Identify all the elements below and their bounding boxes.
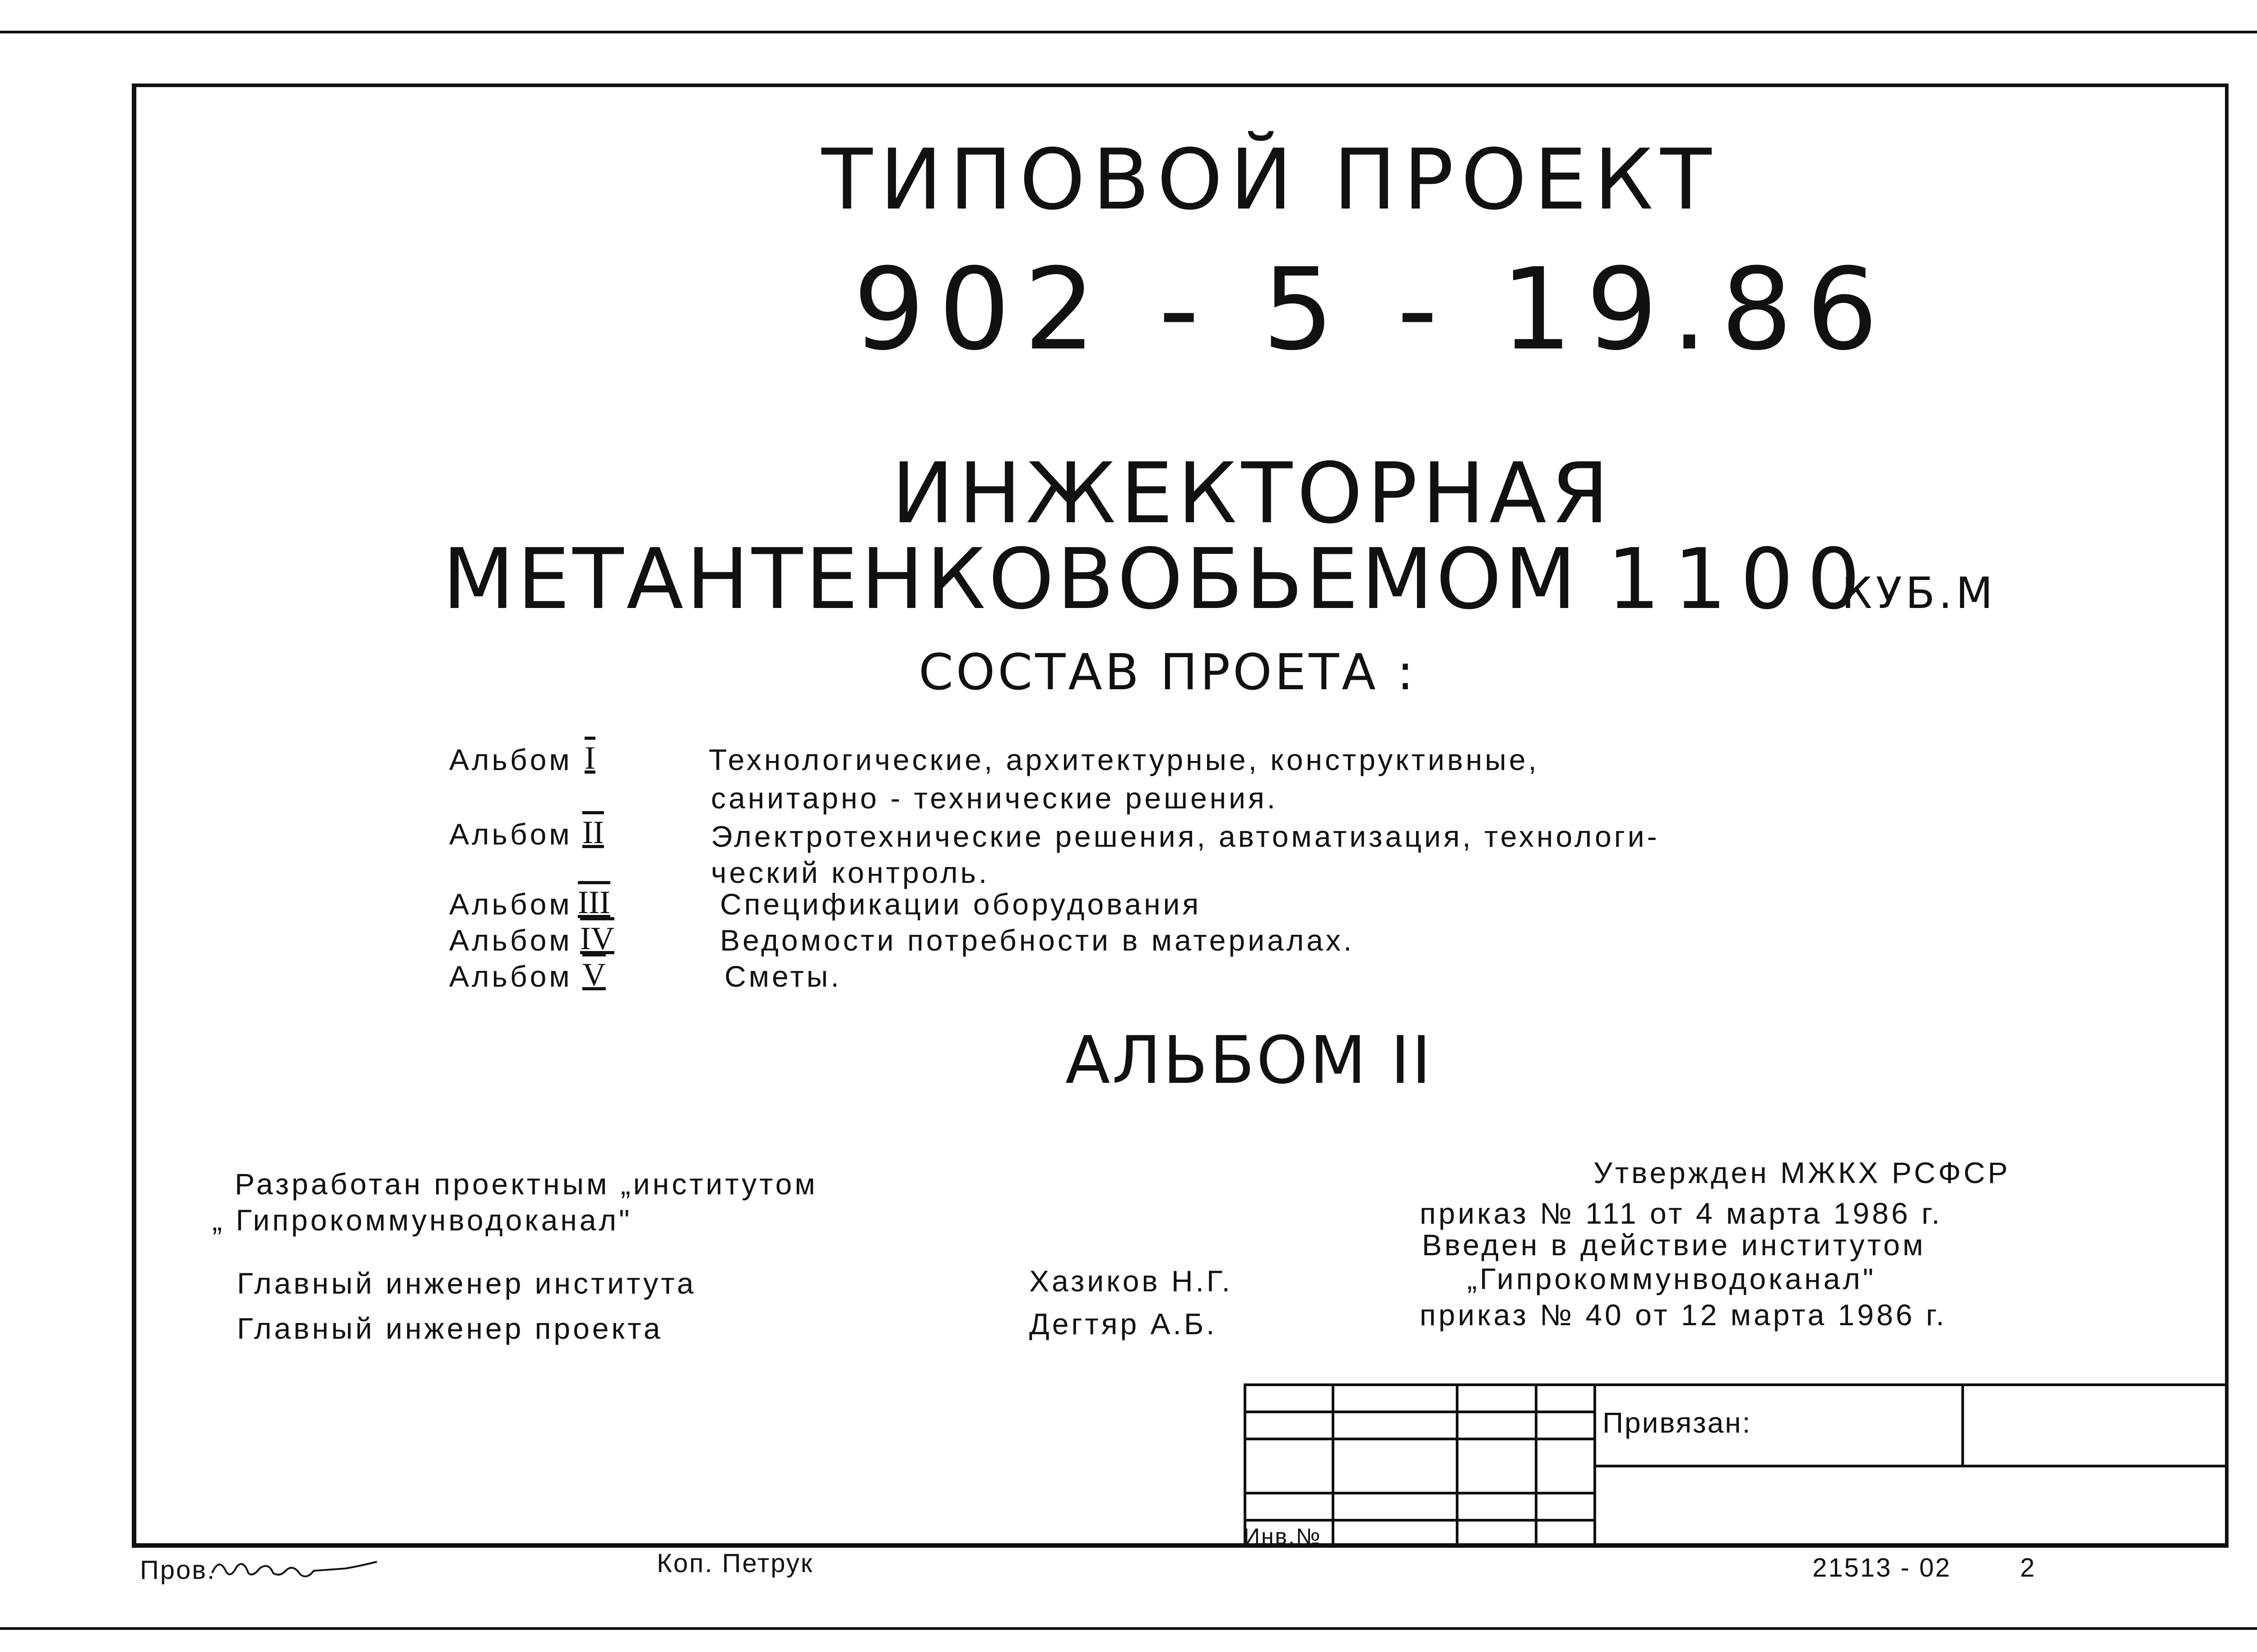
stamp-line [1244,1492,1593,1494]
album-description-cont: санитарно - технические решения. [711,781,1278,815]
approval-line2: приказ № 111 от 4 марта 1986 г. [1420,1197,1943,1230]
approval-line3: Введен в действие институтом [1422,1228,1926,1262]
project-name-line2b: ОБЬЕМОМ [1117,530,1579,628]
checked-by-label: Пров. [140,1555,216,1585]
stamp-line [1593,1383,1596,1548]
album-description: Ведомости потребности в материалах. [720,923,1355,957]
album-label: Альбом [449,887,572,921]
stamp-line [1244,1411,1593,1413]
album-description-cont: ческий контроль. [711,856,990,889]
volume-unit: КУБ.М [1842,569,1997,618]
stamp-line [1244,1519,1593,1522]
album-description: Сметы. [724,960,842,993]
checker-signature [210,1553,381,1587]
copied-by-label: Коп. Петрук [657,1549,814,1578]
developer-line1: Разработан проектным „институтом [235,1167,818,1201]
album-label: Альбом [449,743,572,776]
attached-label: Привязан: [1602,1406,1752,1439]
approval-line1: Утвержден МЖКХ РСФСР [1593,1156,2011,1189]
approval-line4: „Гипрокоммунводоканал" [1467,1262,1876,1295]
project-volume: 1100 [1607,530,1874,628]
stamp-line [1535,1383,1537,1548]
stamp-line [1244,1383,2229,1386]
album-description: Спецификации оборудования [720,887,1202,921]
inventory-number-label: Инв.№ [1244,1524,1322,1549]
album-number: IV [580,920,614,956]
composition-heading: СОСТАВ ПРОЕТА : [919,643,1416,701]
sheet-number: 2 [2020,1553,2036,1582]
project-code: 902 - 5 - 19.86 [853,244,1892,375]
stamp-line [1244,1438,1593,1440]
stamp-line [1456,1383,1458,1548]
project-name-line1: ИНЖЕКТОРНАЯ [892,445,1614,542]
current-album-title: АЛЬБОМ II [1065,1022,1433,1099]
album-number: III [578,884,610,920]
bottom-border-line [0,1627,2257,1630]
stamp-line [1593,1465,2229,1467]
developer-line2: „ Гипрокоммунводоканал" [212,1203,632,1237]
project-name-line2a: МЕТАНТЕНКОВ [442,530,1117,628]
album-number: I [585,740,595,776]
approval-line5: приказ № 40 от 12 марта 1986 г. [1420,1298,1947,1332]
top-border-line [0,31,2257,33]
doc-type-title: ТИПОВОЙ ПРОЕКТ [822,131,1719,228]
sheet-code: 21513 - 02 [1812,1553,1951,1582]
album-number: V [582,956,606,993]
album-number: II [582,814,604,850]
album-description: Электротехнические решения, автоматизация, технологи- [711,820,1660,853]
staff-name: Хазиков Н.Г. [1029,1264,1233,1298]
album-label: Альбом [449,960,572,993]
stamp-line [1332,1383,1334,1548]
album-label: Альбом [449,817,572,851]
album-description: Технологические, архитектурные, конструктивные, [709,743,1539,776]
staff-name: Дегтяр А.Б. [1029,1307,1217,1341]
stamp-line [1961,1383,1964,1465]
staff-role: Главный инженер института [237,1267,697,1300]
staff-role: Главный инженер проекта [237,1312,663,1345]
album-label: Альбом [449,923,572,957]
